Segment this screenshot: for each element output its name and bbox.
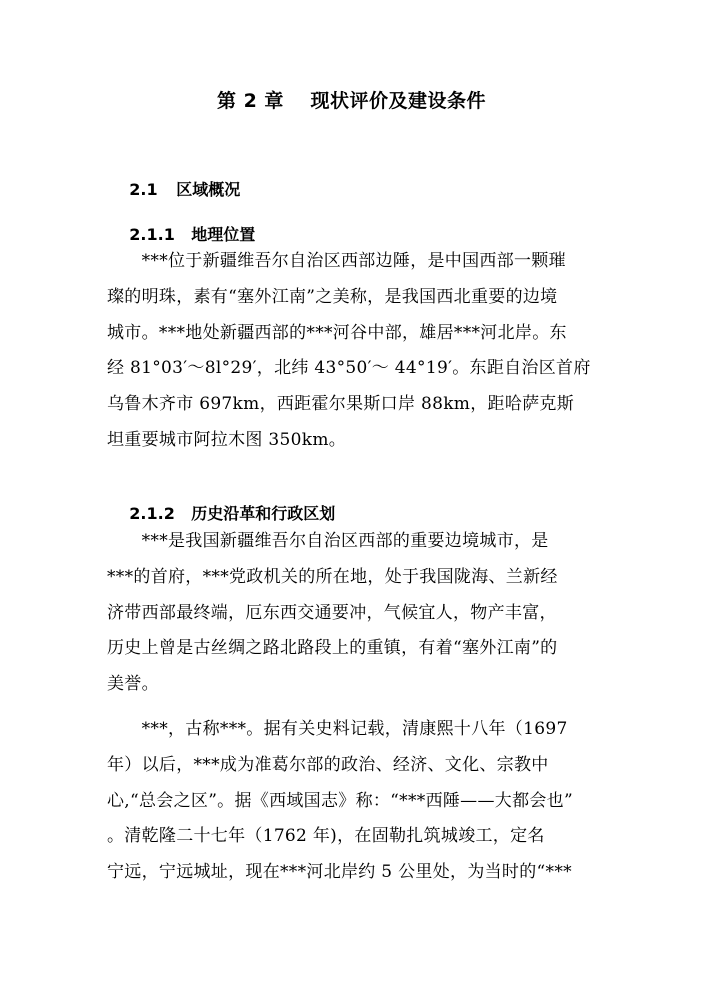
paragraph-geographic-location — [107, 244, 597, 459]
section-number: 2.1 — [129, 180, 158, 199]
paragraph-line: 坦重要城市阿拉木图 350km。 — [107, 429, 347, 450]
paragraph-line: ***位于新疆维吾尔自治区西部边陲，是中国西部一颗璀 — [107, 251, 566, 271]
section-title: 历史沿革和行政区划 — [191, 504, 336, 523]
paragraph-line: 璨的明珠，素有“塞外江南”之美称，是我国西北重要的边境 — [107, 286, 558, 307]
paragraph-line: ***的首府，***党政机关的所在地，处于我国陇海、兰新经 — [107, 566, 558, 587]
paragraph-line: 宁远，宁远城址，现在***河北岸约 5 公里处，为当时的“*** — [107, 862, 572, 883]
paragraph-history-2 — [107, 712, 597, 891]
paragraph-line: 心,“总会之区”。据《西域国志》称：“***西陲——大都会也” — [107, 790, 573, 811]
paragraph-line: 。清乾隆二十七年（1762 年)，在固勒扎筑城竣工，定名 — [107, 826, 545, 847]
paragraph-line: 城市。***地处新疆西部的***河谷中部，雄居***河北岸。东 — [107, 322, 567, 343]
section-title: 区域概况 — [176, 180, 241, 199]
section-number: 2.1.1 — [129, 225, 175, 244]
section-title: 地理位置 — [191, 225, 256, 244]
section-number: 2.1.2 — [129, 504, 175, 523]
paragraph-line: 年）以后，***成为准葛尔部的政治、经济、文化、宗教中 — [107, 754, 549, 775]
chapter-title: 第 2 章 现状评价及建设条件 — [216, 90, 487, 112]
paragraph-line: 经 81°03′～8l°29′，北纬 43°50′～ 44°19′。东距自治区首府 — [107, 358, 591, 379]
paragraph-line: 历史上曾是古丝绸之路北路段上的重镇，有着“塞外江南”的 — [107, 638, 558, 659]
paragraph-line: ***是我国新疆维吾尔自治区西部的重要边境城市，是 — [107, 531, 549, 551]
paragraph-line: 美誉。 — [107, 674, 159, 695]
paragraph-line: ***，古称***。据有关史料记载，清康熙十八年（1697 — [107, 719, 568, 739]
paragraph-history-1 — [107, 524, 597, 703]
paragraph-line: 乌鲁木齐市 697km，西距霍尔果斯口岸 88km，距哈萨克斯 — [107, 394, 575, 415]
paragraph-line: 济带西部最终端，厄东西交通要冲，气候宜人，物产丰富， — [107, 602, 557, 623]
